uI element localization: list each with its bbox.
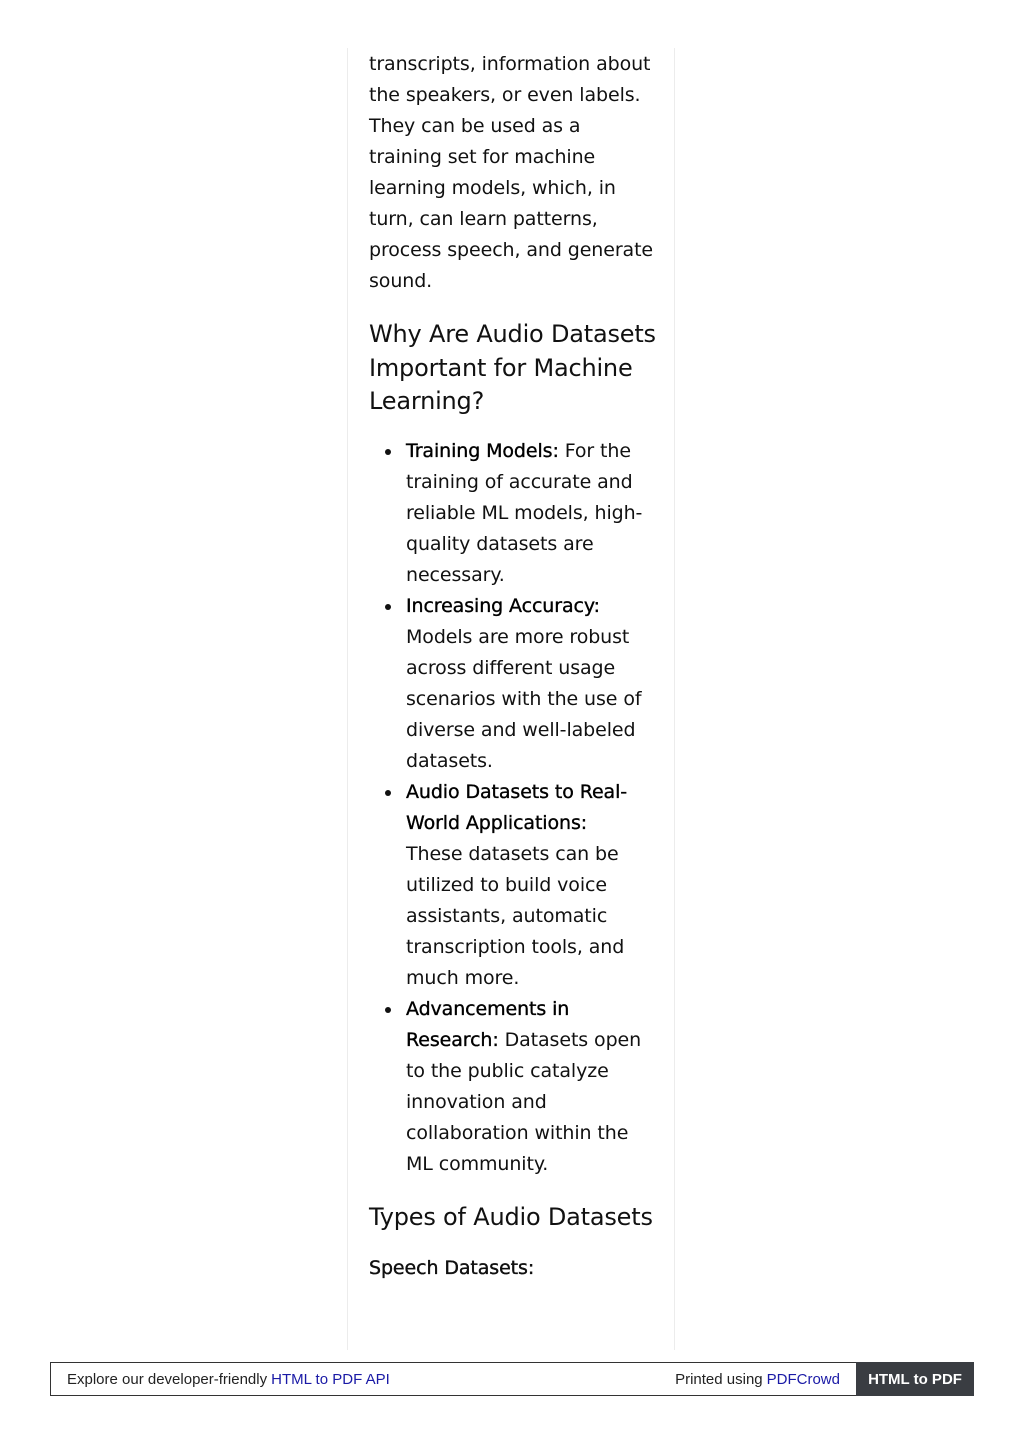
article-column: [347, 48, 675, 1350]
importance-list: [369, 436, 659, 1180]
pdfcrowd-link[interactable]: PDFCrowd: [766, 1370, 840, 1388]
heading-why-audio-datasets: Why Are Audio Datasets Important for Machine Learning?: [369, 320, 656, 415]
footer-printed-using: [675, 1363, 856, 1395]
pdfcrowd-footer-bar: [50, 1362, 974, 1396]
article-content: [369, 48, 659, 1284]
list-item-term: Training Models:: [406, 439, 559, 462]
footer-explore: [51, 1363, 675, 1395]
footer-printed-text: Printed using: [675, 1370, 763, 1388]
heading-types-of-audio-datasets: Types of Audio Datasets: [369, 1202, 653, 1231]
intro-paragraph: transcripts, information about the speakers, or even labels. They can be used as a training set for machine learning models, which, in turn, can learn patterns, process speech, and generate sound.: [369, 53, 654, 292]
list-item-term: Advancements in Research:: [406, 997, 570, 1051]
footer-explore-text: Explore our developer-friendly: [67, 1370, 268, 1388]
list-item: [406, 436, 659, 591]
subheading-speech-datasets: Speech Datasets:: [369, 1257, 535, 1279]
list-item-text: For the training of accurate and reliable ML models, high-quality datasets are necessary.: [406, 439, 643, 586]
html-to-pdf-api-link[interactable]: HTML to PDF API: [271, 1370, 390, 1388]
list-item-text: These datasets can be utilized to build voice assistants, automatic transcription tools, and much more.: [406, 842, 625, 989]
list-item-term: Audio Datasets to Real-World Applications:: [406, 780, 628, 834]
list-item-text: Models are more robust across different usage scenarios with the use of diverse and well-labeled datasets.: [406, 625, 642, 772]
list-item-text: Datasets open to the public catalyze innovation and collaboration within the ML community.: [406, 1028, 642, 1175]
html-to-pdf-button[interactable]: HTML to PDF: [856, 1362, 974, 1396]
list-item-term: Increasing Accuracy:: [406, 594, 600, 617]
list-item: [406, 994, 659, 1180]
list-item: [406, 777, 659, 994]
list-item: [406, 591, 659, 777]
